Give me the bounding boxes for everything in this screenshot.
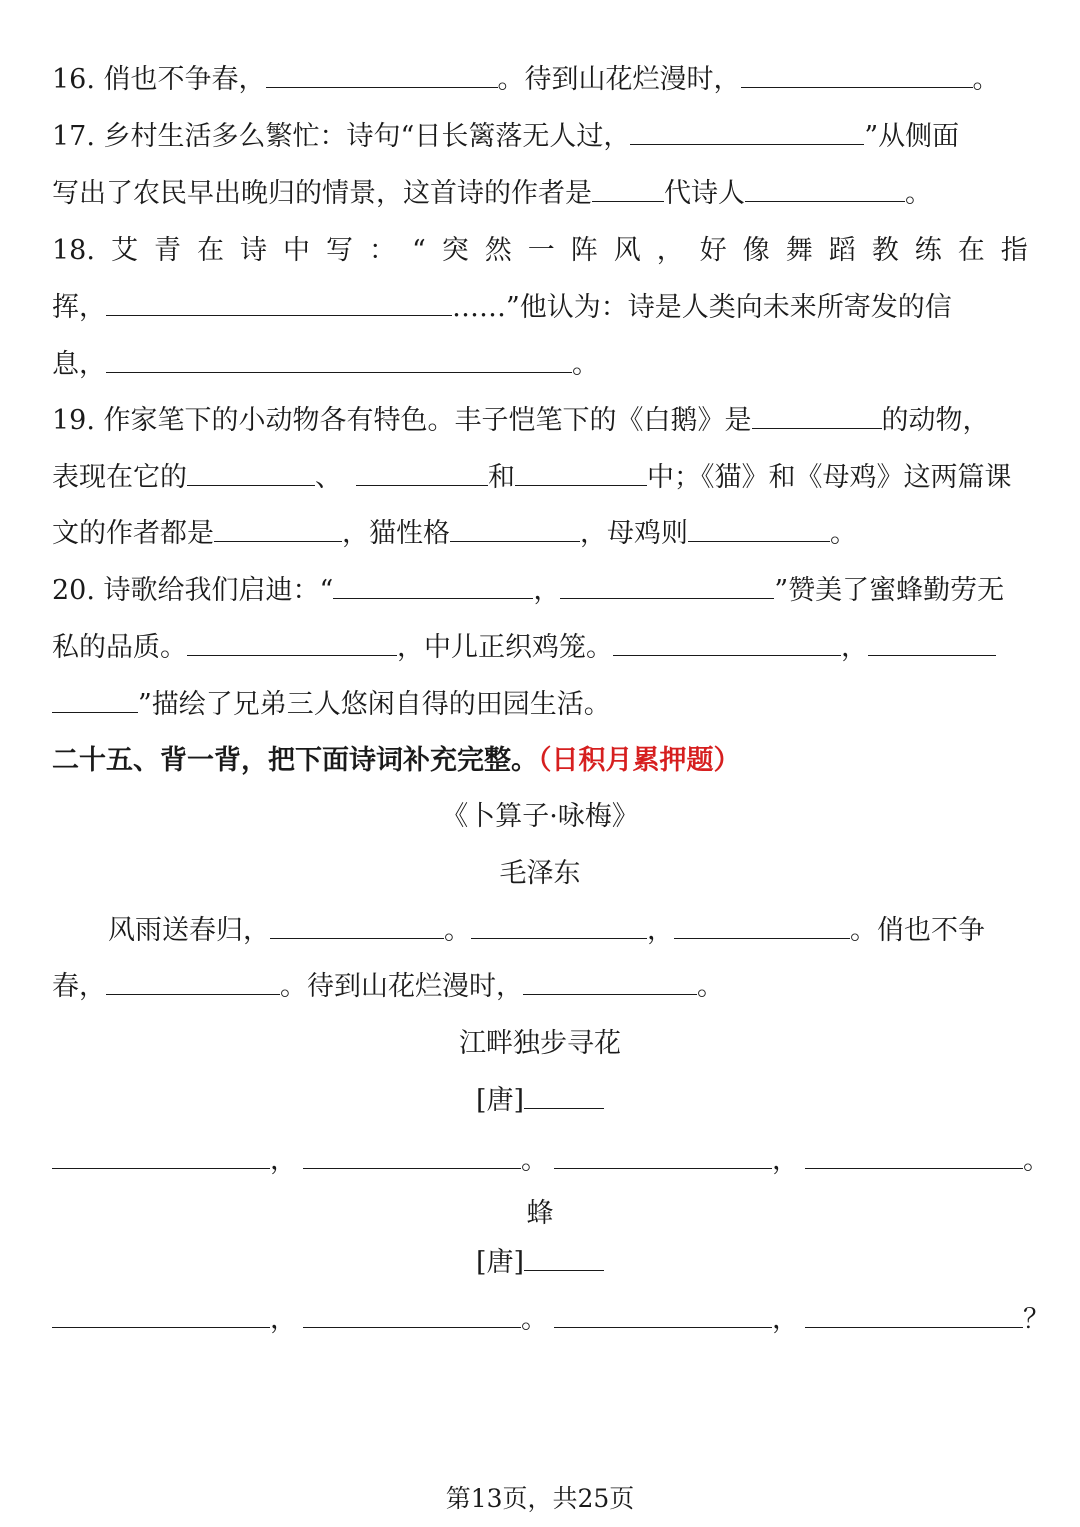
poem-3-dynasty: [唐]	[475, 1247, 525, 1278]
q18-char: 艾	[110, 235, 138, 266]
question-20-line-2	[52, 623, 1028, 673]
q18-char: 蹈	[828, 235, 856, 266]
question-17-line-1	[52, 112, 1028, 162]
q16-text-c: 。	[972, 64, 1000, 95]
q20-blank-2[interactable]	[560, 574, 774, 599]
q19-text-c: 表现在它的	[52, 462, 187, 493]
q18-char: 中	[282, 235, 310, 266]
q20-blank-5[interactable]	[868, 631, 996, 656]
poem-1-blank-1[interactable]	[270, 914, 444, 939]
q18-char: 18.	[52, 235, 95, 266]
q18-char: 一	[527, 235, 555, 266]
poem-3-lines	[52, 1295, 1050, 1345]
question-19-line-2	[52, 453, 1028, 503]
q18-char: ，	[656, 235, 684, 266]
q18-char: ：	[368, 235, 396, 266]
q18-char: 写	[325, 235, 353, 266]
q18-char: 在	[957, 235, 985, 266]
poem-1-text-g: 。	[697, 971, 724, 1002]
q18-text-d: 息，	[52, 349, 106, 380]
poem-1-author-text: 毛泽东	[499, 858, 581, 889]
question-19-line-3	[52, 509, 1028, 559]
q19-text-j: 。	[830, 518, 857, 549]
poem-3-punct-2: 。	[521, 1304, 548, 1335]
q18-char: 风	[613, 235, 641, 266]
poem-1-title-text: 《卜算子·咏梅》	[441, 801, 639, 832]
poem-3-title	[52, 1189, 1028, 1239]
poem-1-text-a: 风雨送春归，	[108, 915, 270, 946]
q19-blank-3[interactable]	[356, 461, 488, 486]
q17-text-a: 17. 乡村生活多么繁忙：诗句“日长篱落无人过，	[52, 121, 631, 152]
q17-text-e: 。	[905, 178, 932, 209]
poem-1-line-2	[52, 962, 1028, 1012]
q20-text-b: ，	[533, 575, 561, 606]
q18-text-c: ……”他认为：诗是人类向未来所寄发的信	[452, 292, 952, 323]
q18-char: 突	[441, 235, 469, 266]
q16-text-a: 16. 俏也不争春，	[52, 64, 266, 95]
question-18-line-1	[52, 226, 1028, 276]
poem-3-blank-3[interactable]	[554, 1303, 772, 1328]
q16-blank-1[interactable]	[266, 63, 498, 88]
poem-2-punct-2: 。	[521, 1145, 548, 1176]
question-19-line-1	[52, 396, 1028, 446]
poem-1-title	[52, 792, 1028, 842]
q20-text-g: ”描绘了兄弟三人悠闲自得的田园生活。	[138, 689, 611, 720]
q16-blank-2[interactable]	[741, 63, 973, 88]
poem-2-lines	[52, 1136, 1050, 1186]
q18-blank-1[interactable]	[106, 291, 452, 316]
poem-2-punct-1: ，	[270, 1145, 297, 1176]
poem-2-blank-2[interactable]	[303, 1144, 521, 1169]
poem-2-punct-4: 。	[1023, 1145, 1050, 1176]
poem-3-punct-1: ，	[270, 1304, 297, 1335]
q17-text-b: ”从侧面	[864, 121, 960, 152]
q19-blank-5[interactable]	[214, 517, 342, 542]
q18-char: “	[411, 235, 426, 266]
poem-2-author	[52, 1076, 1028, 1126]
q19-blank-1[interactable]	[752, 404, 882, 429]
q18-blank-2[interactable]	[106, 348, 572, 373]
poem-3-blank-2[interactable]	[303, 1303, 521, 1328]
q18-char: 阵	[570, 235, 598, 266]
q19-text-h: ，猫性格	[342, 518, 450, 549]
q18-char: 诗	[239, 235, 267, 266]
q20-text-f: ，	[841, 632, 868, 663]
poem-1-author	[52, 849, 1028, 899]
q19-blank-7[interactable]	[688, 517, 830, 542]
question-20-line-3	[52, 680, 1028, 730]
poem-1-text-f: 。待到山花烂漫时，	[280, 971, 523, 1002]
q19-text-d: 、	[315, 462, 342, 493]
poem-3-author	[52, 1238, 1028, 1288]
poem-2-author-blank[interactable]	[524, 1084, 604, 1109]
poem-1-line-1	[52, 906, 1028, 956]
q18-char: 舞	[785, 235, 813, 266]
q19-text-g: 文的作者都是	[52, 518, 214, 549]
poem-2-blank-1[interactable]	[52, 1144, 270, 1169]
q19-blank-4[interactable]	[515, 461, 647, 486]
poem-1-text-b: 。	[444, 915, 471, 946]
q20-text-e: ，中儿正织鸡笼。	[397, 632, 613, 663]
section-25-heading	[52, 736, 1028, 786]
poem-2-blank-4[interactable]	[805, 1144, 1023, 1169]
section-title: 二十五、背一背，把下面诗词补充完整。	[52, 745, 538, 776]
q18-char: 教	[871, 235, 899, 266]
q18-char: 好	[699, 235, 727, 266]
q19-blank-6[interactable]	[450, 517, 580, 542]
q18-text-b: 挥，	[52, 292, 106, 323]
poem-2-blank-3[interactable]	[554, 1144, 772, 1169]
q17-blank-2[interactable]	[592, 177, 664, 202]
question-20-line-1	[52, 566, 1028, 616]
q17-text-c: 写出了农民早出晚归的情景，这首诗的作者是	[52, 178, 592, 209]
q17-blank-3[interactable]	[745, 177, 905, 202]
q19-text-f: 中；《猫》和《母鸡》这两篇课	[647, 462, 1012, 493]
q18-char: 像	[742, 235, 770, 266]
q19-blank-2[interactable]	[187, 461, 315, 486]
poem-2-dynasty: [唐]	[475, 1085, 525, 1116]
poem-1-blank-3[interactable]	[674, 914, 850, 939]
poem-1-text-c: ，	[647, 915, 674, 946]
question-17-line-2	[52, 169, 1028, 219]
poem-1-blank-5[interactable]	[523, 970, 697, 995]
q17-text-d: 代诗人	[664, 178, 745, 209]
section-tag: （日积月累押题）	[538, 745, 741, 776]
q20-text-c: ”赞美了蜜蜂勤劳无	[774, 575, 1005, 606]
q18-char: 在	[196, 235, 224, 266]
q20-blank-1[interactable]	[333, 574, 533, 599]
q18-char: 练	[914, 235, 942, 266]
poem-2-title-text: 江畔独步寻花	[459, 1028, 621, 1059]
q17-blank-1[interactable]	[630, 120, 864, 145]
question-18-line-2	[52, 283, 1028, 333]
q20-blank-4[interactable]	[613, 631, 841, 656]
q19-text-a: 19. 作家笔下的小动物各有特色。丰子恺笔下的《白鹅》是	[52, 405, 752, 436]
poem-1-blank-2[interactable]	[471, 914, 647, 939]
poem-3-blank-4[interactable]	[805, 1303, 1023, 1328]
poem-3-punct-3: ，	[772, 1304, 799, 1335]
poem-3-author-blank[interactable]	[524, 1246, 604, 1271]
q19-text-i: ，母鸡则	[580, 518, 688, 549]
q20-blank-3[interactable]	[187, 631, 397, 656]
poem-3-blank-1[interactable]	[52, 1303, 270, 1328]
q20-blank-6[interactable]	[52, 688, 138, 713]
poem-1-blank-4[interactable]	[106, 970, 280, 995]
poem-1-text-e: 春，	[52, 971, 106, 1002]
poem-1-text-d: 。俏也不争	[850, 915, 985, 946]
q18-char: 青	[153, 235, 181, 266]
poem-3-punct-4: ？	[1023, 1304, 1050, 1335]
q19-text-e: 和	[488, 462, 515, 493]
page-number: 第13页，共25页	[445, 1484, 635, 1513]
poem-2-punct-3: ，	[772, 1145, 799, 1176]
poem-2-title	[52, 1019, 1028, 1069]
question-16	[52, 55, 1028, 105]
q18-text-e: 。	[572, 349, 599, 380]
q18-char: 然	[484, 235, 512, 266]
q18-char: 指	[1000, 235, 1028, 266]
poem-3-title-text: 蜂	[526, 1198, 554, 1229]
q19-text-b: 的动物，	[881, 405, 990, 436]
question-18-line-3	[52, 340, 1028, 390]
q20-text-d: 私的品质。	[52, 632, 187, 663]
q16-text-b: 。待到山花烂漫时，	[497, 64, 741, 95]
q20-text-a: 20. 诗歌给我们启迪：“	[52, 575, 334, 606]
